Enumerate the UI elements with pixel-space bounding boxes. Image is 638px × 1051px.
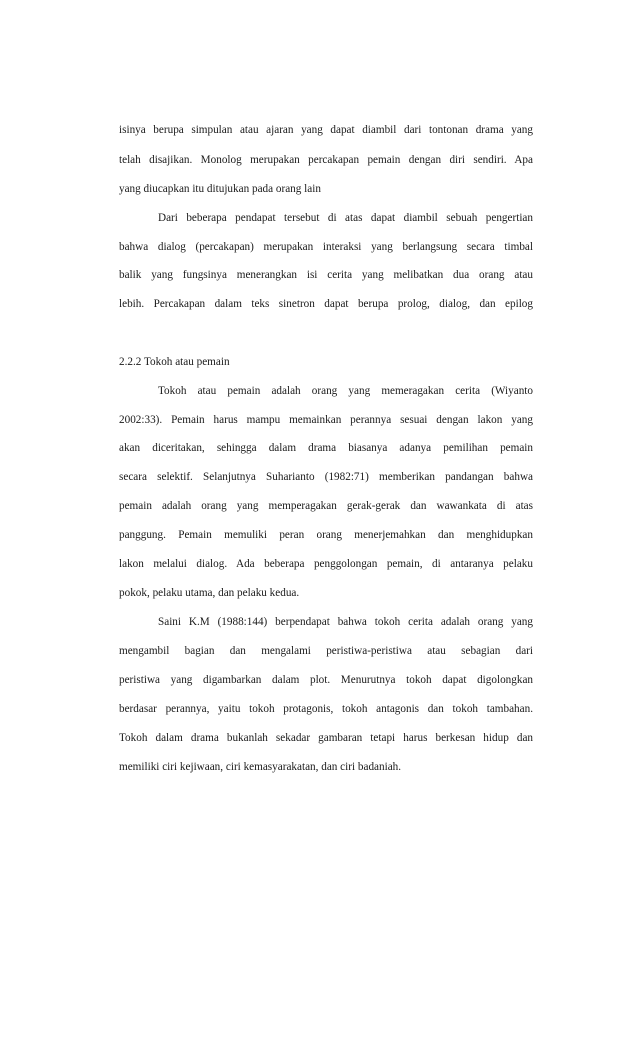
text-line: akan diceritakan, sehingga dalam drama biasanya adanya pemilihan pemain: [119, 442, 533, 454]
text-line: lakon melalui dialog. Ada beberapa penggolongan pemain, di antaranya pelaku: [119, 558, 533, 570]
text-line: memiliki ciri kejiwaan, ciri kemasyarakatan, dan ciri badaniah.: [119, 761, 402, 773]
text-line: panggung. Pemain memuliki peran orang menerjemahkan dan menghidupkan: [119, 529, 533, 541]
text-line: Dari beberapa pendapat tersebut di atas dapat diambil sebuah pengertian: [158, 212, 533, 224]
text-line: peristiwa yang digambarkan dalam plot. Menurutnya tokoh dapat digolongkan: [119, 674, 533, 686]
text-line: lebih. Percakapan dalam teks sinetron dapat berupa prolog, dialog, dan epilog: [119, 298, 533, 310]
text-line: yang diucapkan itu ditujukan pada orang lain: [119, 183, 321, 195]
text-line: 2002:33). Pemain harus mampu memainkan perannya sesuai dengan lakon yang: [119, 414, 533, 426]
section-heading: 2.2.2 Tokoh atau pemain: [119, 356, 230, 368]
text-line: telah disajikan. Monolog merupakan percakapan pemain dengan diri sendiri. Apa: [119, 154, 533, 166]
text-line: Saini K.M (1988:144) berpendapat bahwa tokoh cerita adalah orang yang: [158, 616, 533, 628]
text-line: pokok, pelaku utama, dan pelaku kedua.: [119, 587, 300, 599]
text-line: pemain adalah orang yang memperagakan gerak-gerak dan wawankata di atas: [119, 500, 533, 512]
text-line: berdasar perannya, yaitu tokoh protagonis, tokoh antagonis dan tokoh tambahan.: [119, 703, 533, 715]
text-line: secara selektif. Selanjutnya Suharianto (1982:71) memberikan pandangan bahwa: [119, 471, 533, 483]
text-line: Tokoh atau pemain adalah orang yang memeragakan cerita (Wiyanto: [158, 385, 533, 397]
text-line: mengambil bagian dan mengalami peristiwa-peristiwa atau sebagian dari: [119, 645, 533, 657]
text-line: balik yang fungsinya menerangkan isi cerita yang melibatkan dua orang atau: [119, 269, 533, 281]
text-line: isinya berupa simpulan atau ajaran yang dapat diambil dari tontonan drama yang: [119, 124, 533, 136]
text-line: bahwa dialog (percakapan) merupakan interaksi yang berlangsung secara timbal: [119, 241, 533, 253]
text-line: Tokoh dalam drama bukanlah sekadar gambaran tetapi harus berkesan hidup dan: [119, 732, 533, 744]
